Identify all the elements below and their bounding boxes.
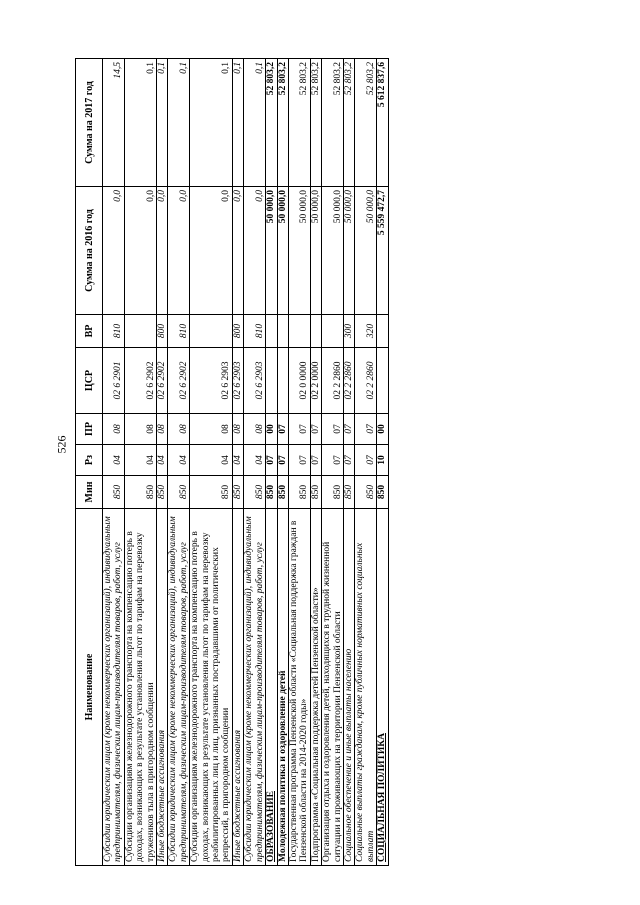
sum-2017-cell: 52 803,2 xyxy=(277,59,288,187)
rz-cell: 07 xyxy=(288,445,310,476)
pr-cell: 07 xyxy=(277,414,288,445)
sum-2016-cell: 0,0 xyxy=(103,187,125,315)
csr-cell: 02 6 2903 xyxy=(232,348,243,414)
min-cell: 850 xyxy=(232,476,243,509)
min-cell: 850 xyxy=(377,476,388,509)
table-row xyxy=(168,59,190,866)
header-col-name: Наименование xyxy=(76,509,103,866)
name-cell: Субсидии организациям железнодорожного транспорта на компенсацию потерь в доходах, возникающих в результате установления льгот по тарифам на перевозку тружеников тыла в пригородном сообщении xyxy=(124,509,156,866)
sum-2017-cell: 0,1 xyxy=(168,59,190,187)
vr-cell: 800 xyxy=(232,315,243,348)
sum-2017-cell: 52 803,2 xyxy=(322,59,344,187)
vr-cell xyxy=(377,315,388,348)
pr-cell: 08 xyxy=(157,414,168,445)
vr-cell xyxy=(124,315,156,348)
sum-2016-cell: 0,0 xyxy=(124,187,156,315)
vr-cell xyxy=(288,315,310,348)
name-cell: Субсидии организациям железнодорожного транспорта на компенсацию потерь в доходах, возникающих в результате установления льгот по тарифам на перевозку реабилитированных лиц и лиц, признанных пострадавшими от политических репрессий, в пригородном сообщении xyxy=(190,509,233,866)
csr-cell: 02 6 2903 xyxy=(190,348,233,414)
header-row xyxy=(76,59,103,866)
sum-2016-cell: 50 000,0 xyxy=(277,187,288,315)
name-cell: Государственная программа Пензенской области «Социальная поддержка граждан в Пензенской области на 2014-2020 годы» xyxy=(288,509,310,866)
csr-cell xyxy=(266,348,277,414)
vr-cell xyxy=(322,315,344,348)
name-cell: Иные бюджетные ассигнования xyxy=(232,509,243,866)
table-body xyxy=(103,59,389,866)
vr-cell xyxy=(277,315,288,348)
csr-cell: 02 6 2902 xyxy=(168,348,190,414)
csr-cell: 02 6 2903 xyxy=(244,348,266,414)
rz-cell: 04 xyxy=(190,445,233,476)
name-cell: ОБРАЗОВАНИЕ xyxy=(266,509,277,866)
min-cell: 850 xyxy=(103,476,125,509)
rz-cell: 07 xyxy=(266,445,277,476)
name-cell: Молодежная политика и оздоровление детей xyxy=(277,509,288,866)
min-cell: 850 xyxy=(310,476,321,509)
table-row xyxy=(124,59,156,866)
header-col-sum-2017: Сумма на 2017 год xyxy=(76,59,103,187)
rz-cell: 07 xyxy=(277,445,288,476)
rz-cell: 04 xyxy=(168,445,190,476)
sum-2017-cell: 52 803,2 xyxy=(355,59,377,187)
pr-cell: 00 xyxy=(377,414,388,445)
name-cell: Субсидии юридическим лицам (кроме некоммерческих организаций), индивидуальным предпринимателям, физическим лицам-производителям товаров, работ, услуг xyxy=(244,509,266,866)
rz-cell: 04 xyxy=(244,445,266,476)
pr-cell: 08 xyxy=(124,414,156,445)
csr-cell: 02 2 2860 xyxy=(343,348,354,414)
vr-cell: 810 xyxy=(168,315,190,348)
sum-2017-cell: 52 803,2 xyxy=(310,59,321,187)
sum-2016-cell: 50 000,0 xyxy=(355,187,377,315)
table-row xyxy=(277,59,288,866)
sum-2017-cell: 0,1 xyxy=(157,59,168,187)
rz-cell: 04 xyxy=(124,445,156,476)
vr-cell: 300 xyxy=(343,315,354,348)
sum-2016-cell: 50 000,0 xyxy=(322,187,344,315)
pr-cell: 07 xyxy=(322,414,344,445)
csr-cell: 02 6 2902 xyxy=(157,348,168,414)
table-row xyxy=(322,59,344,866)
header-col-pr: ПР xyxy=(76,414,103,445)
vr-cell xyxy=(266,315,277,348)
table-row xyxy=(190,59,233,866)
pr-cell: 08 xyxy=(168,414,190,445)
budget-table xyxy=(75,58,389,866)
sum-2017-cell: 0,1 xyxy=(232,59,243,187)
sum-2017-cell: 5 612 837,6 xyxy=(377,59,388,187)
table-row xyxy=(266,59,277,866)
sum-2017-cell: 0,1 xyxy=(124,59,156,187)
csr-cell xyxy=(277,348,288,414)
name-cell: СОЦИАЛЬНАЯ ПОЛИТИКА xyxy=(377,509,388,866)
sum-2016-cell: 50 000,0 xyxy=(266,187,277,315)
vr-cell: 810 xyxy=(103,315,125,348)
pr-cell: 07 xyxy=(310,414,321,445)
pr-cell: 00 xyxy=(266,414,277,445)
pr-cell: 07 xyxy=(343,414,354,445)
table-row xyxy=(288,59,310,866)
sum-2017-cell: 52 803,2 xyxy=(343,59,354,187)
rz-cell: 07 xyxy=(322,445,344,476)
min-cell: 850 xyxy=(343,476,354,509)
rz-cell: 10 xyxy=(377,445,388,476)
name-cell: Организация отдыха и оздоровления детей, находящихся в трудной жизненной ситуации и проживающих на территории Пензенской области xyxy=(322,509,344,866)
min-cell: 850 xyxy=(355,476,377,509)
vr-cell: 800 xyxy=(157,315,168,348)
header-col-vr: ВР xyxy=(76,315,103,348)
sum-2017-cell: 0,1 xyxy=(190,59,233,187)
min-cell: 850 xyxy=(266,476,277,509)
pr-cell: 08 xyxy=(103,414,125,445)
name-cell: Социальные выплаты гражданам, кроме публичных нормативных социальных выплат xyxy=(355,509,377,866)
sum-2017-cell: 0,1 xyxy=(244,59,266,187)
name-cell: Подпрограмма «Социальная поддержка детей Пензенской области» xyxy=(310,509,321,866)
name-cell: Иные бюджетные ассигнования xyxy=(157,509,168,866)
sum-2016-cell: 5 559 472,7 xyxy=(377,187,388,315)
min-cell: 850 xyxy=(322,476,344,509)
sum-2016-cell: 50 000,0 xyxy=(288,187,310,315)
sum-2016-cell: 0,0 xyxy=(168,187,190,315)
csr-cell: 02 6 2901 xyxy=(103,348,125,414)
sum-2016-cell: 0,0 xyxy=(232,187,243,315)
name-cell: Субсидии юридическим лицам (кроме некоммерческих организаций), индивидуальным предпринимателям, физическим лицам-производителям товаров, работ, услуг xyxy=(168,509,190,866)
csr-cell xyxy=(377,348,388,414)
pr-cell: 08 xyxy=(190,414,233,445)
pr-cell: 08 xyxy=(244,414,266,445)
table-row xyxy=(157,59,168,866)
min-cell: 850 xyxy=(190,476,233,509)
pr-cell: 08 xyxy=(232,414,243,445)
min-cell: 850 xyxy=(244,476,266,509)
rz-cell: 04 xyxy=(232,445,243,476)
header-col-min: Мин xyxy=(76,476,103,509)
table-row xyxy=(355,59,377,866)
sum-2016-cell: 0,0 xyxy=(244,187,266,315)
sum-2017-cell: 52 803,2 xyxy=(288,59,310,187)
table-row xyxy=(343,59,354,866)
vr-cell xyxy=(310,315,321,348)
csr-cell: 02 2 2860 xyxy=(355,348,377,414)
table-row xyxy=(103,59,125,866)
rz-cell: 04 xyxy=(157,445,168,476)
min-cell: 850 xyxy=(277,476,288,509)
table-row xyxy=(377,59,388,866)
sum-2016-cell: 0,0 xyxy=(190,187,233,315)
sum-2017-cell: 14,5 xyxy=(103,59,125,187)
pr-cell: 07 xyxy=(355,414,377,445)
name-cell: Субсидии юридическим лицам (кроме некоммерческих организаций), индивидуальным предпринимателям, физическим лицам-производителям товаров, работ, услуг xyxy=(103,509,125,866)
min-cell: 850 xyxy=(157,476,168,509)
page-number: 526 xyxy=(54,435,69,454)
rz-cell: 04 xyxy=(103,445,125,476)
csr-cell: 02 2 2860 xyxy=(322,348,344,414)
header-col-csr: ЦСР xyxy=(76,348,103,414)
sum-2017-cell: 52 803,2 xyxy=(266,59,277,187)
min-cell: 850 xyxy=(124,476,156,509)
csr-cell: 02 6 2902 xyxy=(124,348,156,414)
sum-2016-cell: 50 000,0 xyxy=(310,187,321,315)
header-col-rz: Рз xyxy=(76,445,103,476)
table-row xyxy=(232,59,243,866)
rz-cell: 07 xyxy=(310,445,321,476)
pr-cell: 07 xyxy=(288,414,310,445)
vr-cell xyxy=(190,315,233,348)
sum-2016-cell: 50 000,0 xyxy=(343,187,354,315)
rz-cell: 07 xyxy=(343,445,354,476)
table-row xyxy=(310,59,321,866)
vr-cell: 810 xyxy=(244,315,266,348)
vr-cell: 320 xyxy=(355,315,377,348)
rotated-table-container xyxy=(75,59,563,866)
name-cell: Социальное обеспечение и иные выплаты населению xyxy=(343,509,354,866)
csr-cell: 02 2 0000 xyxy=(310,348,321,414)
sum-2016-cell: 0,0 xyxy=(157,187,168,315)
csr-cell: 02 0 0000 xyxy=(288,348,310,414)
header-col-sum-2016: Сумма на 2016 год xyxy=(76,187,103,315)
min-cell: 850 xyxy=(288,476,310,509)
rz-cell: 07 xyxy=(355,445,377,476)
min-cell: 850 xyxy=(168,476,190,509)
table-row xyxy=(244,59,266,866)
